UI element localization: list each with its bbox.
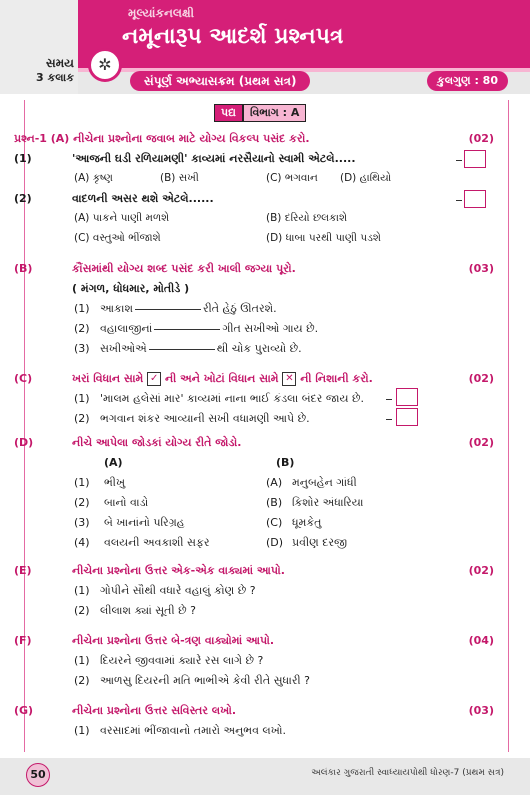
mcq-question: 'આજની ઘડી રળિયામણી' કાવ્યમાં નરસૈયાનો સ્વામી એટલે..... [72, 152, 356, 165]
footer [0, 758, 530, 795]
mcq-option: (C) વસ્તુઓ ભીંજાશે [74, 232, 161, 244]
item-number: (2) [74, 674, 90, 687]
item-number: (1) [74, 392, 90, 405]
item-number: (B) [266, 496, 283, 509]
match-right: પ્રવીણ દરજી [292, 536, 348, 549]
page-title: નમૂનારૂપ આદર્શ પ્રશ્નપત્ર [122, 24, 344, 49]
blank-line[interactable] [154, 329, 220, 330]
true-false-statement: 'માલમ હલેસાં માર' કાવ્યમાં નાના ભાઈ કંડલા બંદર જાય છે. [100, 392, 364, 405]
blank-post: થી ચોક પુરાવ્યો છે. [216, 342, 302, 355]
true-false-statement: ભગવાન શંકર આવ્યાની સખી વધામણી આપે છે. [100, 412, 310, 425]
section-prefix: પદ્ય [214, 104, 243, 122]
fill-blank-item [100, 322, 318, 336]
question-b-title: કૌંસમાંથી યોગ્ય શબ્દ પસંદ કરી ખાલી જગ્યા પૂરો. [72, 262, 296, 275]
match-left: વલયની અવકાશી સફર [104, 536, 210, 549]
question-1a-title: પ્રશ્ન-1 (A) નીચેના પ્રશ્નોના જવાબ માટે યોગ્ય વિકલ્પ પસંદ કરો. [14, 132, 310, 145]
title-part: ની અને ખોટાં વિધાન સામે [164, 372, 279, 385]
question-d-label: (D) [14, 436, 34, 449]
question-g-label: (G) [14, 704, 34, 717]
section-label: વિભાગ : A [243, 104, 306, 122]
syllabus-label: સંપૂર્ણ અભ્યાસક્રમ (પ્રથમ સત્ર) [130, 71, 310, 91]
item-number: (1) [74, 476, 90, 489]
blank-line[interactable] [135, 309, 201, 310]
question-g-marks: (03) [468, 704, 494, 717]
page-number: 50 [26, 763, 50, 787]
blank-post: ગીત સખીઓ ગાય છે. [222, 322, 319, 335]
short-question: આળસુ દિયરની મતિ ભાભીએ કેવી રીતે સુધારી ? [100, 674, 310, 687]
brand-label: મૂલ્યાંકનલક્ષી [128, 6, 195, 20]
column-a-header: (A) [104, 456, 123, 469]
question-c-title [72, 372, 373, 386]
mcq-question: વાદળની અસર થશે એટલે...... [72, 192, 214, 205]
long-question: વરસાદમાં ભીંજાવાનો તમારો અનુભવ લખો. [100, 724, 287, 737]
blank-post: રીતે હેઠું ઊતરશે. [202, 302, 277, 315]
match-left: ભીખુ [104, 476, 125, 489]
blank-pre: આકાશ [100, 302, 133, 315]
answer-box[interactable] [396, 388, 418, 406]
word-bank: ( મંગળ, ધોધમાર, મોતીડે ) [72, 282, 190, 295]
item-number: (3) [74, 516, 90, 529]
title-part: ની નિશાની કરો. [300, 372, 373, 385]
question-g-title: નીચેના પ્રશ્નોના ઉત્તર સવિસ્તર લખો. [72, 704, 237, 717]
match-left: બે ખાનાંનો પરિગ્રહ [104, 516, 185, 529]
answer-box[interactable] [464, 190, 486, 208]
item-number: (1) [74, 724, 90, 737]
book-title: અલંકાર ગુજરાતી સ્વાધ્યાયપોથી ધોરણ-7 (પ્રથમ સત્ર) [311, 768, 504, 778]
question-f-title: નીચેના પ્રશ્નોના ઉત્તર બે-ત્રણ વાક્યોમાં આપો. [72, 634, 275, 647]
answer-box[interactable] [464, 150, 486, 168]
item-number: (A) [266, 476, 283, 489]
mcq-option: (A) પાકને પાણી મળશે [74, 212, 170, 224]
mcq-option: (D) ધાબા પરથી પાણી પડશે [266, 232, 382, 244]
short-question: ગોપીને સૌથી વધારે વહાલું કોણ છે ? [100, 584, 256, 597]
item-number: (1) [74, 302, 90, 315]
fill-blank-item [100, 302, 277, 316]
question-c-label: (C) [14, 372, 33, 385]
title-part: ખરાં વિધાન સામે [72, 372, 144, 385]
time-label [6, 56, 74, 85]
question-c-marks: (02) [468, 372, 494, 385]
mcq-option: (A) કૃષ્ણ [74, 172, 113, 184]
question-1a-marks: (02) [468, 132, 494, 145]
total-marks: કુલગુણ : 80 [427, 71, 508, 91]
item-number: (2) [74, 322, 90, 335]
blank-pre: વહાલાજીનાં [100, 322, 153, 335]
item-number: (1) [74, 584, 90, 597]
short-question: લીલાશ ક્યાં સૂતી છે ? [100, 604, 196, 617]
question-f-marks: (04) [468, 634, 494, 647]
cross-icon: ✕ [282, 372, 296, 386]
column-b-header: (B) [276, 456, 295, 469]
check-icon: ✓ [147, 372, 161, 386]
question-b-marks: (03) [468, 262, 494, 275]
item-number: (1) [74, 654, 90, 667]
question-d-marks: (02) [468, 436, 494, 449]
item-number: (C) [266, 516, 283, 529]
match-right: ધૂમકેતુ [292, 516, 322, 529]
question-d-title: નીચે આપેલા જોડકાં યોગ્ય રીતે જોડો. [72, 436, 242, 449]
item-number: (2) [74, 604, 90, 617]
match-left: બાનો વાડો [104, 496, 149, 509]
flower-icon: ✲ [88, 48, 122, 82]
question-e-marks: (02) [468, 564, 494, 577]
item-number: (D) [266, 536, 284, 549]
short-question: દિયરને જીવવામાં ક્યારે રસ લાગે છે ? [100, 654, 264, 667]
answer-box[interactable] [396, 408, 418, 426]
section-tag [214, 104, 306, 122]
question-e-label: (E) [14, 564, 32, 577]
match-right: મનુબહેન ગાંધી [292, 476, 357, 489]
mcq-option: (C) ભગવાન [266, 172, 318, 184]
mcq-option: (B) સખી [160, 172, 199, 184]
item-number: (2) [74, 412, 90, 425]
item-number: (3) [74, 342, 90, 355]
question-b-label: (B) [14, 262, 33, 275]
fill-blank-item [100, 342, 302, 356]
question-f-label: (F) [14, 634, 32, 647]
mcq-option: (D) હાથિયો [340, 172, 392, 184]
blank-pre: સખીઓએ [100, 342, 147, 355]
mcq-option: (B) દરિયો છલકાશે [266, 212, 348, 224]
right-margin-line [508, 100, 509, 752]
blank-line[interactable] [149, 349, 215, 350]
question-e-title: નીચેના પ્રશ્નોના ઉત્તર એક-એક વાક્યમાં આપો. [72, 564, 285, 577]
time-title: સમય [45, 56, 74, 70]
item-number: (4) [74, 536, 90, 549]
time-value: 3 કલાક [35, 71, 74, 84]
item-number: (2) [14, 192, 32, 205]
match-right: કિશોર અંધારિયા [292, 496, 364, 509]
item-number: (1) [14, 152, 32, 165]
item-number: (2) [74, 496, 90, 509]
